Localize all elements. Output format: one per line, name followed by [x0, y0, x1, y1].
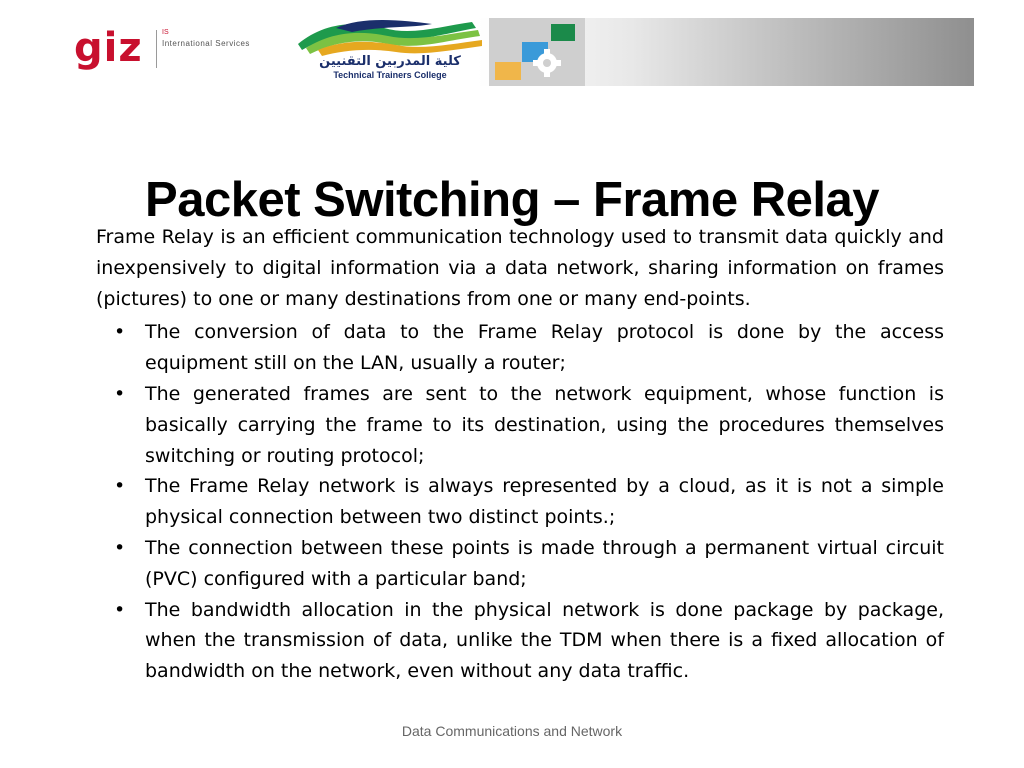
bullet-text: The generated frames are sent to the network equipment, whose function is basically carrying the frame to its destination, using the procedures themselves switching or routing protocol;: [145, 382, 944, 467]
intro-paragraph: Frame Relay is an efficient communication technology used to transmit data quickly and inexpensively to digital information via a data network, sharing information on frames (pictures) to one or many destinations from one or many end-points.: [96, 226, 944, 310]
giz-subtitle: International Services: [162, 39, 250, 48]
bullet-item: [96, 317, 944, 379]
bullet-item: [96, 379, 944, 471]
slide-title: Packet Switching – Frame Relay: [145, 172, 879, 227]
bullet-marker: •: [114, 382, 126, 405]
gear-blocks-icon: [489, 18, 585, 86]
bullet-item: [96, 471, 944, 533]
giz-tag: IS: [162, 29, 169, 36]
blocks-logo: [489, 18, 585, 86]
slide-body: [96, 222, 944, 687]
college-logo: [292, 18, 488, 86]
bullet-text: The connection between these points is made through a permanent virtual circuit (PVC) configured with a particular band;: [145, 536, 944, 590]
college-english-name: Technical Trainers College: [333, 70, 447, 80]
bullet-marker: •: [114, 536, 126, 559]
bullet-text: The conversion of data to the Frame Relay protocol is done by the access equipment still on the LAN, usually a router;: [145, 321, 944, 375]
bullet-marker: •: [114, 321, 126, 344]
college-arabic-name: كلية المدربين التقنيين: [319, 54, 461, 69]
bullet-item: [96, 533, 944, 595]
giz-logo: [72, 24, 282, 74]
slide-footer: Data Communications and Network: [401, 723, 623, 739]
bullet-text: The Frame Relay network is always represented by a cloud, as it is not a simple physical connection between two distinct points.;: [145, 475, 944, 529]
bullet-list: [96, 317, 944, 687]
bullet-marker: •: [114, 475, 126, 498]
giz-wordmark: giz: [74, 25, 143, 71]
bullet-marker: •: [114, 598, 126, 621]
college-emblem-icon: [292, 18, 488, 58]
giz-divider: [156, 30, 157, 68]
bullet-item: [96, 595, 944, 687]
bullet-text: The bandwidth allocation in the physical network is done package by package, when the transmission of data, unlike the TDM when there is a fixed allocation of bandwidth on the network, even without any data traffic.: [145, 598, 944, 683]
